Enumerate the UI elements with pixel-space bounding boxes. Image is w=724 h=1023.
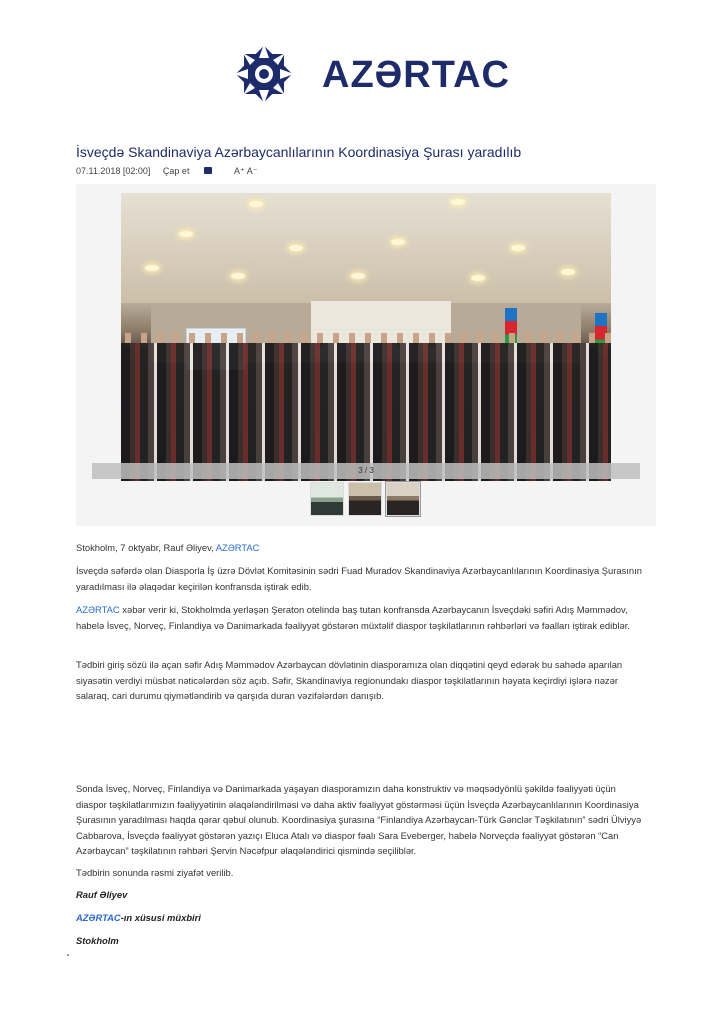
signature-city: Stokholm <box>76 935 119 946</box>
azertac-star-logo-icon <box>222 32 306 116</box>
paragraph-5 <box>76 865 648 881</box>
paragraph-text: Sonda İsveç, Norveç, Finlandiya və Danimarkada yaşayan diasporamızın daha konstruktiv və məqsədyönlü şəkildə fəaliyyəti üçün diaspor təşkilatlarımızın fəaliyyətinin əlaqələndirilməsi və daha aktiv fəaliyyət göstərməsi üçün İsveçdə Azərbaycanlılarının Koordinasiya Şurasının yaradılması haqda qərar qəbul olunub. Koordinasiya şurasına “Finlandiya Azərbaycan-Türk Gənclər Təşkilatının” sədri Ülviyyə Cabbarova, İsveçdə fəaliyyət göstərən yazıçı Eluca Atalı və diaspor fəalı Sara Eveberger, habelə Norveçdə fəaliyyət göstərən “Can Azərbaycan” təşkilatının rəhbəri Şervin Nəcəfpur əlaqələndirici qismində seçiliblər. <box>76 783 642 856</box>
dateline-text: Stokholm, 7 oktyabr, Rauf Əliyev, <box>76 542 216 553</box>
gallery-main-photo[interactable] <box>121 193 611 481</box>
print-label: Çap et <box>162 166 190 176</box>
paragraph-text: xəbər verir ki, Stokholmda yerləşən Şeraton otelində baş tutan konfransda Azərbaycanın İsveçdəki səfiri Adış Məmmədov, habelə İsveç, Norveç, Finlandiya və Danimarkada fəaliyyət göstərən müxtəlif diaspor təşkilatlarının rəhbərləri və fəalları iştirak ediblər. <box>76 604 630 631</box>
gallery-thumbnail[interactable] <box>310 482 344 516</box>
paragraph-text: Tədbiri giriş sözü ilə açan səfir Adış Məmmədov Azərbaycan dövlətinin diasporamıza olan diqqətini qeyd edərək bu sahədə aparılan siyasətin verdiyi müsbət nəticələrdən söz açıb. Səfir, Skandinaviya regionundakı diaspor təşkilatlarının həyata keçirdiyi işlərə nəzər salaraq, cari durumu qiymətləndirib və qarşıda duran vəzifələrdən danışıb. <box>76 659 623 701</box>
printer-icon <box>204 167 212 174</box>
article-date: 07.11.2018 [02:00] <box>76 166 151 176</box>
azertac-link[interactable]: AZƏRTAC <box>76 604 120 615</box>
paragraph-2 <box>76 602 648 633</box>
article-title: İsveçdə Skandinaviya Azərbaycanlılarının Koordinasiya Şurası yaradılıb <box>76 144 522 160</box>
print-button[interactable] <box>163 166 222 176</box>
photo-gallery <box>76 184 656 526</box>
paragraph-3 <box>76 657 648 704</box>
signature-author: Rauf Əliyev <box>76 889 128 900</box>
signature-role-text: -ın xüsusi müxbiri <box>120 912 201 923</box>
paragraph-4 <box>76 781 648 859</box>
paragraph-text: Tədbirin sonunda rəsmi ziyafət verilib. <box>76 867 234 878</box>
dateline <box>76 540 648 556</box>
article-meta <box>76 166 268 177</box>
azertac-link[interactable]: AZƏRTAC <box>215 542 260 553</box>
site-logo[interactable] <box>222 32 512 118</box>
gallery-thumbnail[interactable] <box>348 482 382 516</box>
decorative-dot <box>67 954 69 956</box>
gallery-thumbnail-active[interactable] <box>386 482 420 516</box>
font-size-controls[interactable]: A⁺ A⁻ <box>233 166 258 176</box>
logo-wordmark: AZƏRTAC <box>322 54 510 96</box>
gallery-counter: 3 / 3 <box>358 466 374 475</box>
azertac-link[interactable]: AZƏRTAC <box>76 912 121 923</box>
paragraph-text: İsveçdə səfərdə olan Diasporla İş üzrə Dövlət Komitəsinin sədri Fuad Muradov Skandinaviya Azərbaycanlılarının Koordinasiya Şurasının yaradılması ilə əlaqədar keçirilən konfransda iştirak edib. <box>76 565 642 592</box>
paragraph-1 <box>76 563 648 594</box>
signature-role <box>76 910 648 926</box>
